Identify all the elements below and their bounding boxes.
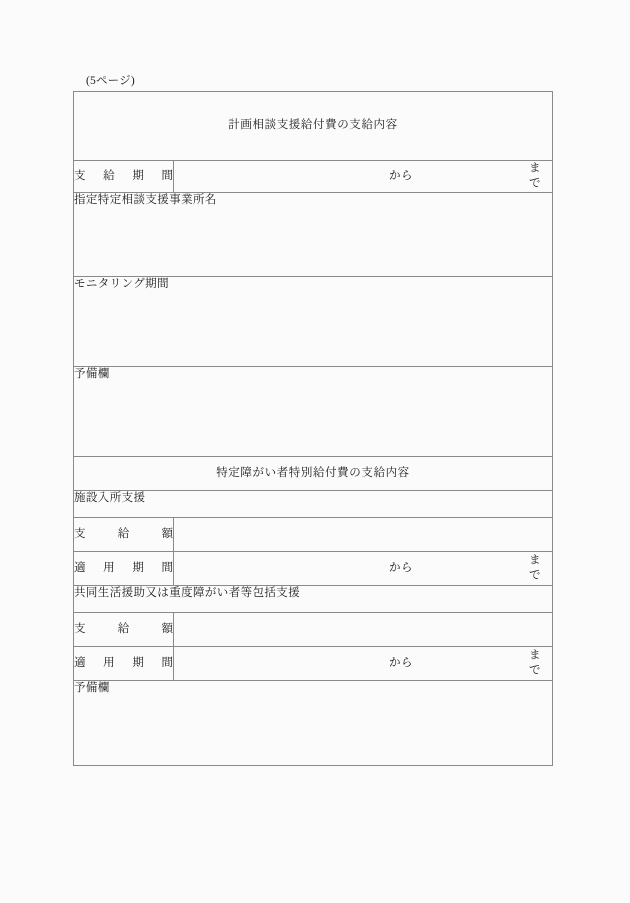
field-reserve-column-2[interactable]: 予備欄 <box>74 681 553 766</box>
payment-period-range-cell[interactable] <box>174 161 553 193</box>
payment-period-made-label: まで <box>529 161 541 190</box>
table-row-facility-admission <box>74 491 553 518</box>
row-label-application-period-1 <box>74 552 174 586</box>
row-label-payment-period-text: 支給期間 <box>74 169 173 182</box>
table-row-section2-title <box>74 457 553 491</box>
section-title-plan-consultation: 計画相談支援給付費の支給内容 <box>74 92 553 161</box>
payment-amount-1-value-cell[interactable] <box>174 518 553 552</box>
field-designated-consultation-office[interactable]: 指定特定相談支援事業所名 <box>74 193 553 277</box>
application-period-2-range-cell[interactable] <box>174 647 553 681</box>
section-title-special-benefit: 特定障がい者特別給付費の支給内容 <box>74 457 553 491</box>
table-row-group-home-support <box>74 586 553 613</box>
table-row-monitoring-period <box>74 277 553 367</box>
row-label-payment-period <box>74 161 174 193</box>
field-facility-admission-support: 施設入所支援 <box>74 491 553 518</box>
benefit-form-table <box>73 91 553 766</box>
application-period-1-made-label: まで <box>529 553 541 582</box>
row-label-payment-amount-1 <box>74 518 174 552</box>
table-row-payment-amount-1 <box>74 518 553 552</box>
table-row-application-period-2 <box>74 647 553 681</box>
application-period-2-kara-label: から <box>389 656 413 669</box>
table-row-reserve-1 <box>74 367 553 457</box>
field-reserve-column-1[interactable]: 予備欄 <box>74 367 553 457</box>
field-monitoring-period[interactable]: モニタリング期間 <box>74 277 553 367</box>
table-row-designated-office <box>74 193 553 277</box>
page-marker: (5ページ) <box>86 75 135 87</box>
table-row-application-period-1 <box>74 552 553 586</box>
application-period-1-range-cell[interactable] <box>174 552 553 586</box>
table-row-reserve-2 <box>74 681 553 766</box>
row-label-payment-amount-2-text: 支給額 <box>74 622 173 635</box>
row-label-payment-amount-1-text: 支給額 <box>74 527 173 540</box>
payment-amount-2-value-cell[interactable] <box>174 613 553 647</box>
table-row-section1-title <box>74 92 553 161</box>
field-group-home-or-comprehensive-support: 共同生活援助又は重度障がい者等包括支援 <box>74 586 553 613</box>
row-label-payment-amount-2 <box>74 613 174 647</box>
table-row-payment-period <box>74 161 553 193</box>
row-label-application-period-1-text: 適用期間 <box>74 561 173 574</box>
row-label-application-period-2-text: 適用期間 <box>74 656 173 669</box>
payment-period-kara-label: から <box>389 169 413 182</box>
row-label-application-period-2 <box>74 647 174 681</box>
application-period-2-made-label: まで <box>529 648 541 677</box>
application-period-1-kara-label: から <box>389 561 413 574</box>
table-row-payment-amount-2 <box>74 613 553 647</box>
